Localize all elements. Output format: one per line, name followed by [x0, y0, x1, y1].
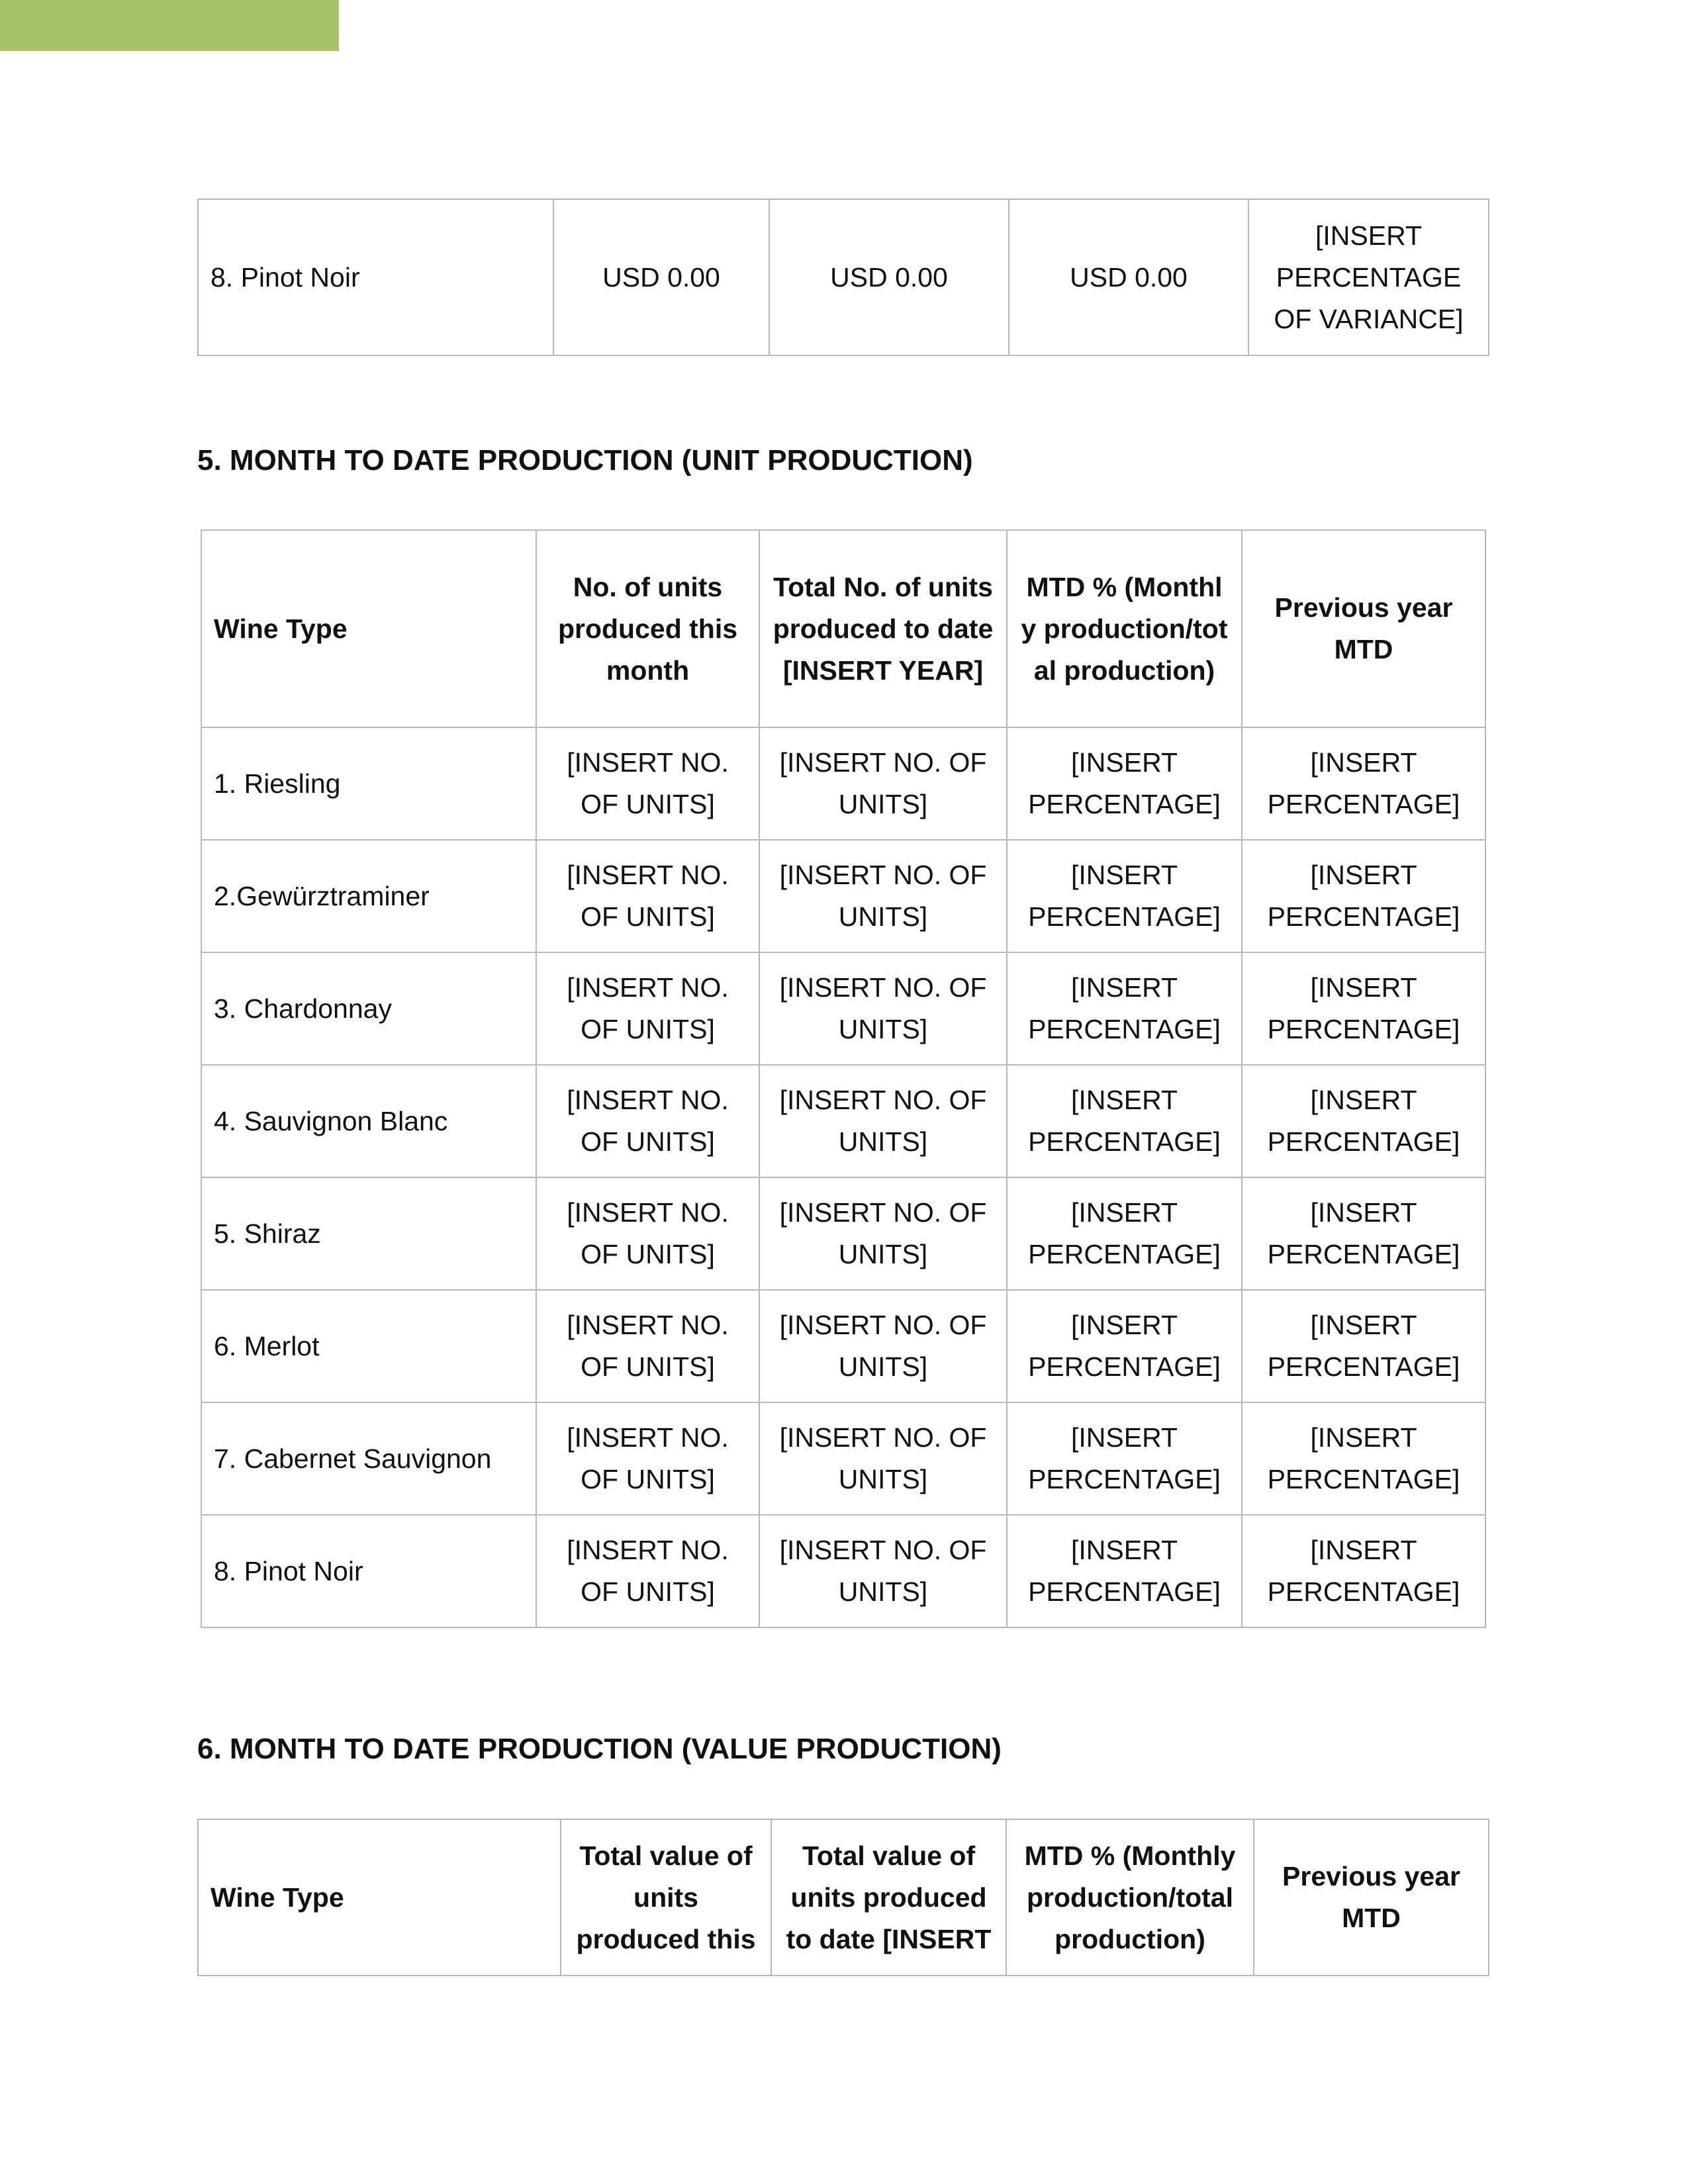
table-row: [201, 952, 1485, 1065]
table-row: [198, 199, 1489, 355]
column-header: [1006, 1819, 1254, 1976]
unit-production-table: [201, 529, 1486, 1628]
percentage-cell: [INSERT PERCENTAGE]: [1242, 1515, 1485, 1627]
percentage-cell: [INSERT PERCENTAGE]: [1007, 840, 1242, 952]
units-cell: [INSERT NO. OF UNITS]: [536, 727, 759, 840]
table-row: [201, 1177, 1485, 1290]
table-row: [201, 727, 1485, 840]
value-production-table: [197, 1819, 1489, 1976]
percentage-cell: [INSERT PERCENTAGE]: [1242, 1402, 1485, 1515]
percentage-cell: [INSERT PERCENTAGE]: [1242, 1065, 1485, 1177]
table-row: [201, 1402, 1485, 1515]
percentage-cell: [INSERT PERCENTAGE]: [1007, 1515, 1242, 1627]
wine-type-cell: 2.Gewürztraminer: [201, 840, 536, 952]
table-row: [201, 1290, 1485, 1402]
units-cell: [INSERT NO. OF UNITS]: [536, 1290, 759, 1402]
percentage-cell: [INSERT PERCENTAGE]: [1007, 727, 1242, 840]
column-header: [198, 1819, 561, 1976]
column-header-text: MTD % (Monthly production/total production): [1024, 1840, 1236, 1954]
table-header-row: [198, 1819, 1489, 1976]
percentage-cell: [INSERT PERCENTAGE]: [1242, 1290, 1485, 1402]
percentage-cell: [INSERT PERCENTAGE]: [1007, 952, 1242, 1065]
units-cell: [INSERT NO. OF UNITS]: [536, 952, 759, 1065]
value-cell: USD 0.00: [553, 199, 769, 355]
table-header-row: [201, 530, 1485, 727]
units-cell: [INSERT NO. OF UNITS]: [536, 1065, 759, 1177]
units-cell: [INSERT NO. OF UNITS]: [759, 1290, 1007, 1402]
units-cell: [INSERT NO. OF UNITS]: [759, 840, 1007, 952]
units-cell: [INSERT NO. OF UNITS]: [759, 952, 1007, 1065]
units-cell: [INSERT NO. OF UNITS]: [536, 840, 759, 952]
percentage-cell: [INSERT PERCENTAGE]: [1007, 1065, 1242, 1177]
table-row: [201, 840, 1485, 952]
column-header: MTD % (Monthly production/total production): [1007, 530, 1242, 727]
percentage-cell: [INSERT PERCENTAGE]: [1007, 1290, 1242, 1402]
units-cell: [INSERT NO. OF UNITS]: [759, 727, 1007, 840]
column-header: [1254, 1819, 1489, 1976]
column-header-text: Total value of units produced to date [INSERT: [786, 1840, 992, 1954]
column-header: No. of units produced this month: [536, 530, 759, 727]
percentage-cell: [INSERT PERCENTAGE]: [1007, 1177, 1242, 1290]
percentage-cell: [INSERT PERCENTAGE]: [1242, 1177, 1485, 1290]
units-cell: [INSERT NO. OF UNITS]: [759, 1065, 1007, 1177]
wine-type-cell: 7. Cabernet Sauvignon: [201, 1402, 536, 1515]
value-cell: USD 0.00: [769, 199, 1009, 355]
column-header-text: Previous year MTD: [1282, 1861, 1460, 1933]
wine-type-cell: 8. Pinot Noir: [198, 199, 553, 355]
column-header: Previous year MTD: [1242, 530, 1485, 727]
units-cell: [INSERT NO. OF UNITS]: [536, 1402, 759, 1515]
units-cell: [INSERT NO. OF UNITS]: [759, 1402, 1007, 1515]
value-cell: USD 0.00: [1009, 199, 1248, 355]
units-cell: [INSERT NO. OF UNITS]: [759, 1177, 1007, 1290]
header-accent-bar: [0, 0, 339, 51]
variance-table-continued: [197, 199, 1489, 356]
percentage-cell: [INSERT PERCENTAGE]: [1242, 952, 1485, 1065]
wine-type-cell: 3. Chardonnay: [201, 952, 536, 1065]
table-row: [201, 1515, 1485, 1627]
table-row: [201, 1065, 1485, 1177]
section-5-heading: 5. MONTH TO DATE PRODUCTION (UNIT PRODUCTION): [197, 444, 973, 477]
percentage-cell: [INSERT PERCENTAGE]: [1242, 840, 1485, 952]
column-header: Wine Type: [201, 530, 536, 727]
percentage-cell: [INSERT PERCENTAGE]: [1242, 727, 1485, 840]
units-cell: [INSERT NO. OF UNITS]: [759, 1515, 1007, 1627]
wine-type-cell: 1. Riesling: [201, 727, 536, 840]
wine-type-cell: 6. Merlot: [201, 1290, 536, 1402]
units-cell: [INSERT NO. OF UNITS]: [536, 1515, 759, 1627]
column-header: [561, 1819, 771, 1976]
units-cell: [INSERT NO. OF UNITS]: [536, 1177, 759, 1290]
wine-type-cell: 5. Shiraz: [201, 1177, 536, 1290]
wine-type-cell: 4. Sauvignon Blanc: [201, 1065, 536, 1177]
percentage-cell: [INSERT PERCENTAGE]: [1007, 1402, 1242, 1515]
column-header-text: Total value of units produced this: [576, 1840, 756, 1954]
column-header: [771, 1819, 1006, 1976]
column-header-text: Wine Type: [211, 1882, 344, 1913]
section-6-heading: 6. MONTH TO DATE PRODUCTION (VALUE PRODUCTION): [197, 1733, 1002, 1765]
column-header: Total No. of units produced to date [INSERT YEAR]: [759, 530, 1007, 727]
wine-type-cell: 8. Pinot Noir: [201, 1515, 536, 1627]
variance-cell: [INSERT PERCENTAGE OF VARIANCE]: [1248, 199, 1489, 355]
